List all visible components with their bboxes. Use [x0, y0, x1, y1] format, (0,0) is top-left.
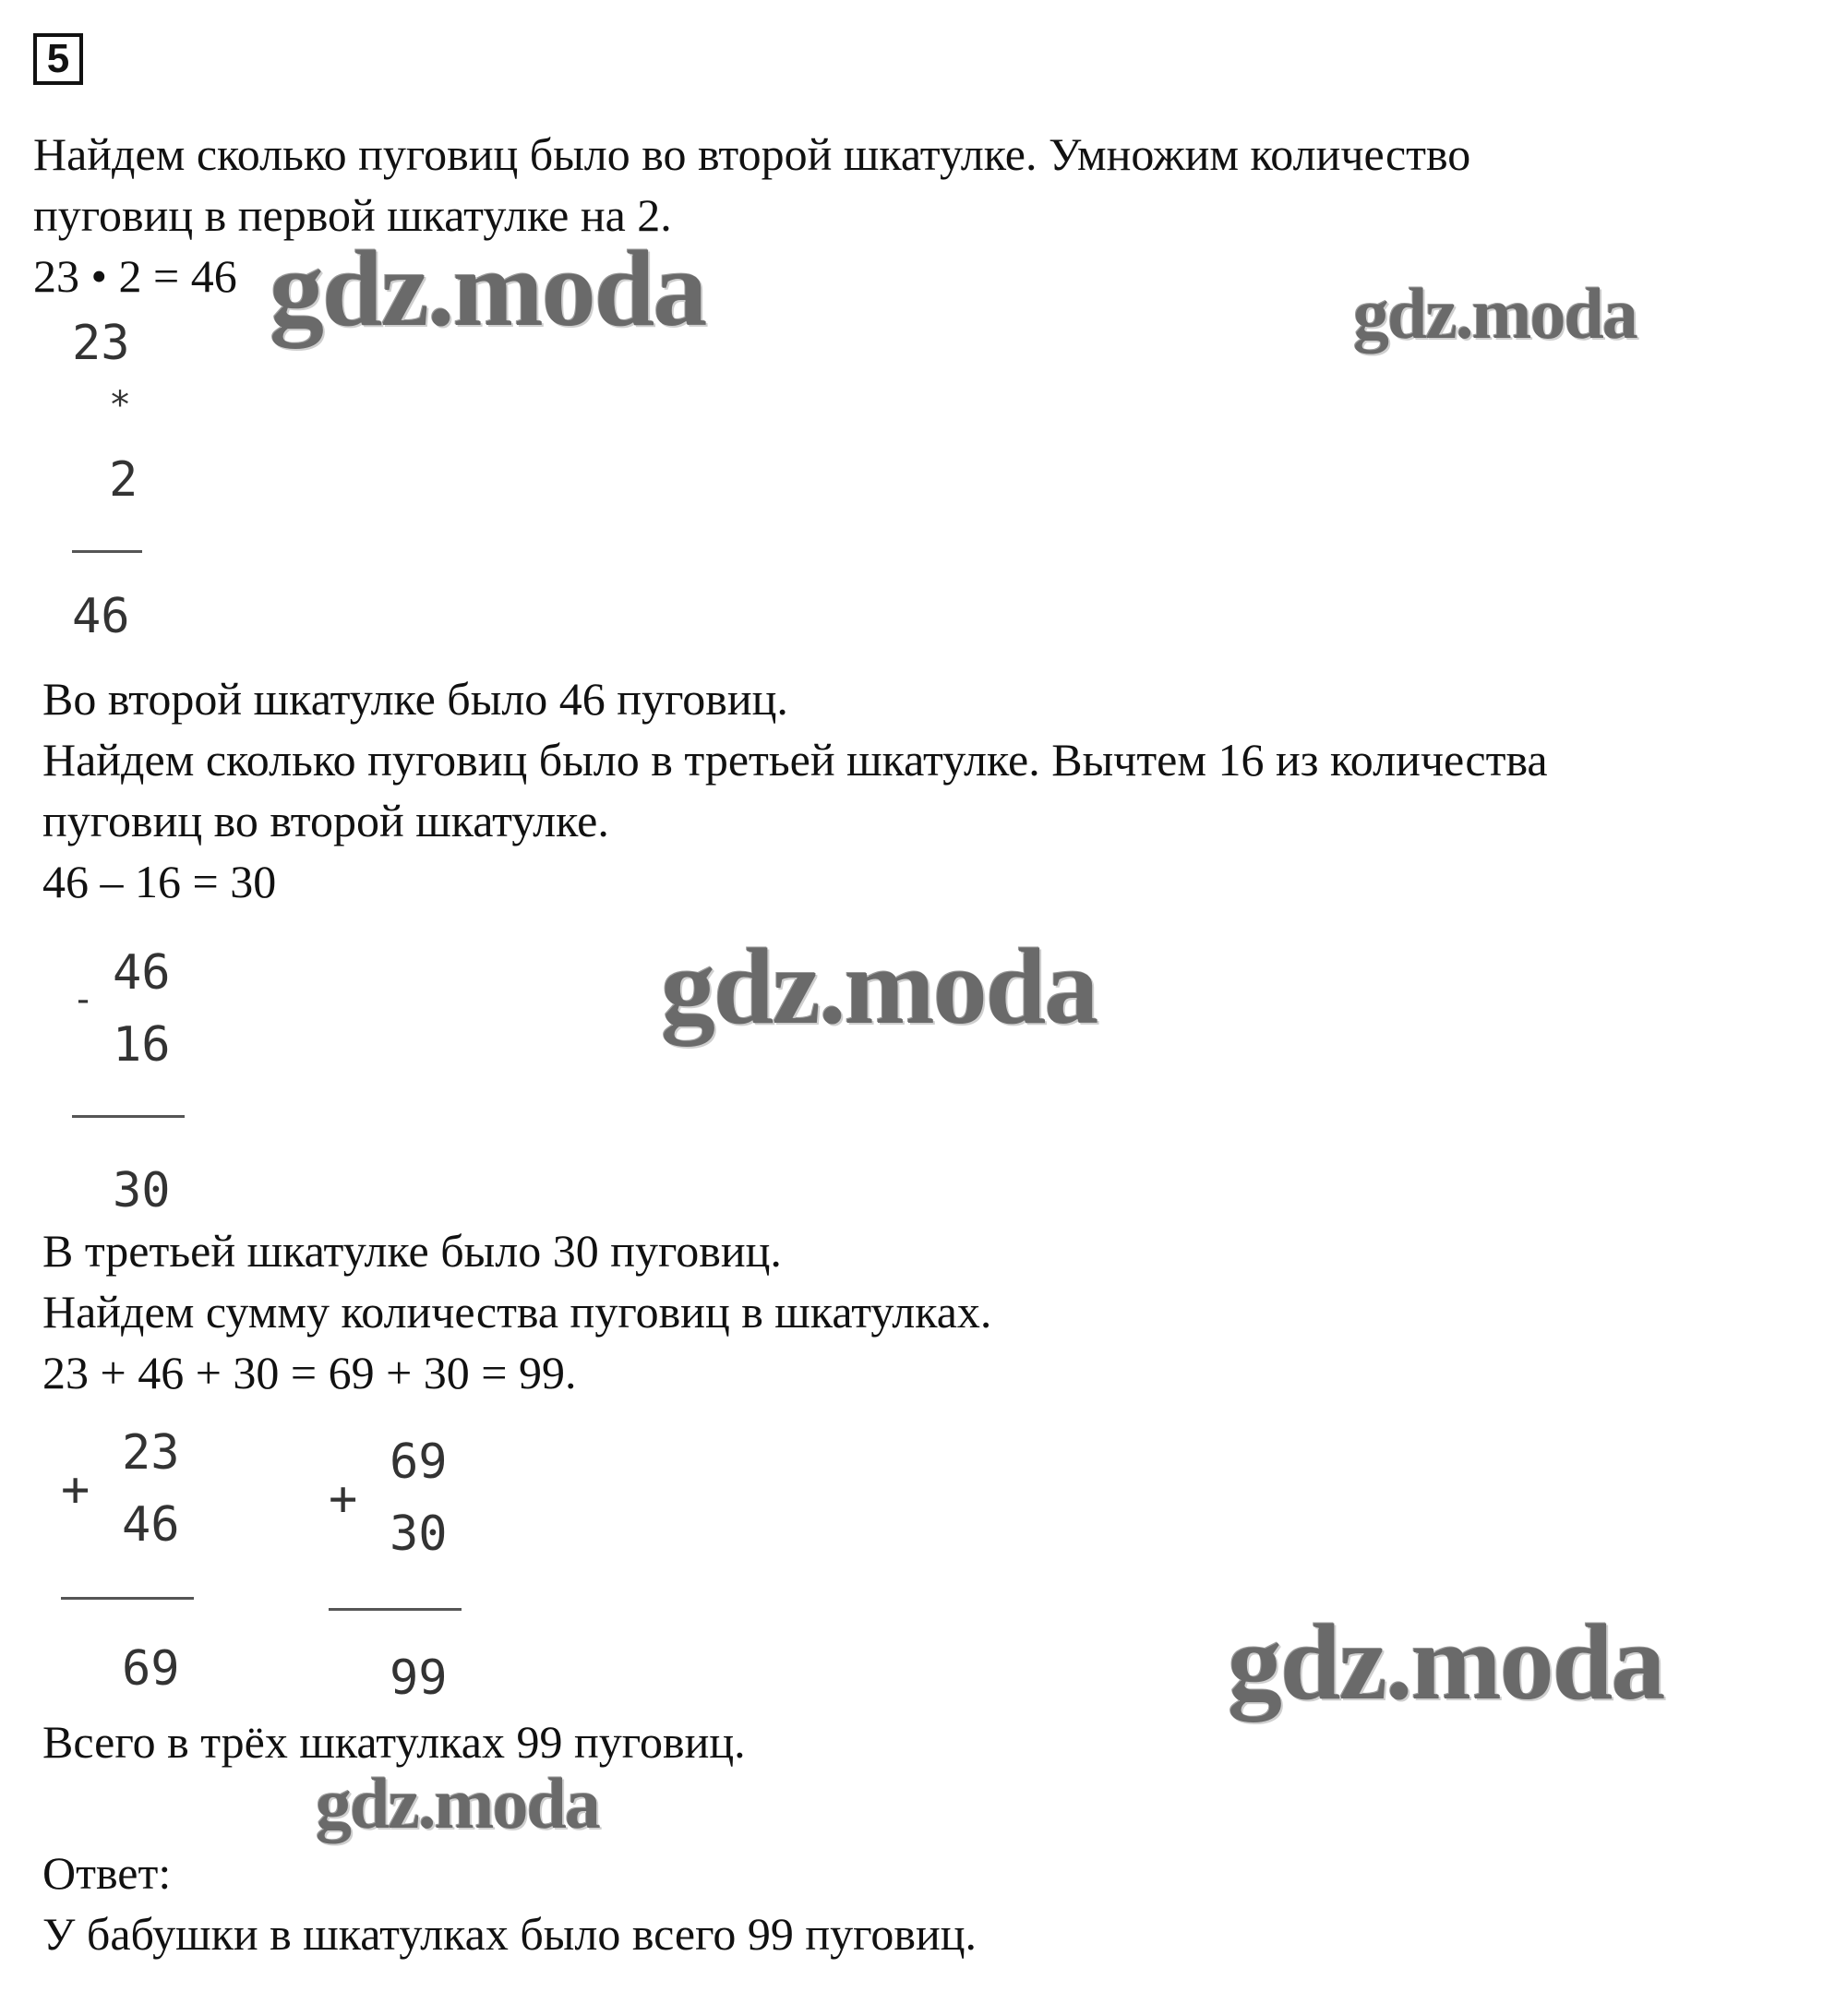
- minus-sign: -: [72, 978, 95, 1021]
- watermark: gdz.moda: [270, 228, 706, 349]
- plus-sign: +: [61, 1462, 90, 1518]
- text-line: Найдем сколько пуговиц было во второй шкатулке. Умножим количество: [33, 128, 1471, 180]
- column-rule: [72, 550, 142, 553]
- watermark: gdz.moda: [1353, 273, 1637, 354]
- answer-label: Ответ:: [42, 1847, 172, 1899]
- column-result: 99: [390, 1650, 448, 1706]
- text-line: Найдем сумму количества пуговиц в шкатулках.: [42, 1286, 992, 1338]
- column-operand: 69: [390, 1434, 448, 1490]
- column-rule: [61, 1597, 194, 1600]
- watermark: gdz.moda: [316, 1763, 599, 1843]
- column-operand: 46: [122, 1497, 180, 1553]
- column-result: 69: [122, 1641, 180, 1697]
- column-operand: 16: [113, 1017, 171, 1073]
- plus-sign: +: [329, 1471, 358, 1527]
- column-rule: [329, 1608, 462, 1611]
- column-rule: [72, 1115, 185, 1118]
- equation: 46 – 16 = 30: [42, 856, 277, 907]
- watermark: gdz.moda: [1228, 1602, 1664, 1722]
- column-result: 30: [113, 1163, 171, 1218]
- watermark: gdz.moda: [661, 926, 1097, 1047]
- column-operand: 23: [72, 316, 130, 371]
- text-line: Во второй шкатулке было 46 пуговиц.: [42, 673, 788, 725]
- equation: 23 + 46 + 30 = 69 + 30 = 99.: [42, 1347, 577, 1398]
- text-line: В третьей шкатулке было 30 пуговиц.: [42, 1225, 782, 1277]
- answer-text: У бабушки в шкатулках было всего 99 пуговиц.: [42, 1908, 977, 1960]
- text-line: пуговиц в первой шкатулке на 2.: [33, 189, 672, 241]
- equation: 23 • 2 = 46: [33, 250, 237, 302]
- column-operand: 2: [109, 452, 138, 508]
- multiply-sign: *: [109, 384, 132, 426]
- text-line: Найдем сколько пуговиц было в третьей шкатулке. Вычтем 16 из количества: [42, 734, 1548, 786]
- text-line: пуговиц во второй шкатулке.: [42, 795, 609, 846]
- column-operand: 30: [390, 1506, 448, 1562]
- column-operand: 46: [113, 945, 171, 1001]
- column-operand: 23: [122, 1425, 180, 1481]
- column-result: 46: [72, 589, 130, 644]
- task-number: 5: [33, 33, 83, 85]
- text-line: Всего в трёх шкатулках 99 пуговиц.: [42, 1716, 746, 1768]
